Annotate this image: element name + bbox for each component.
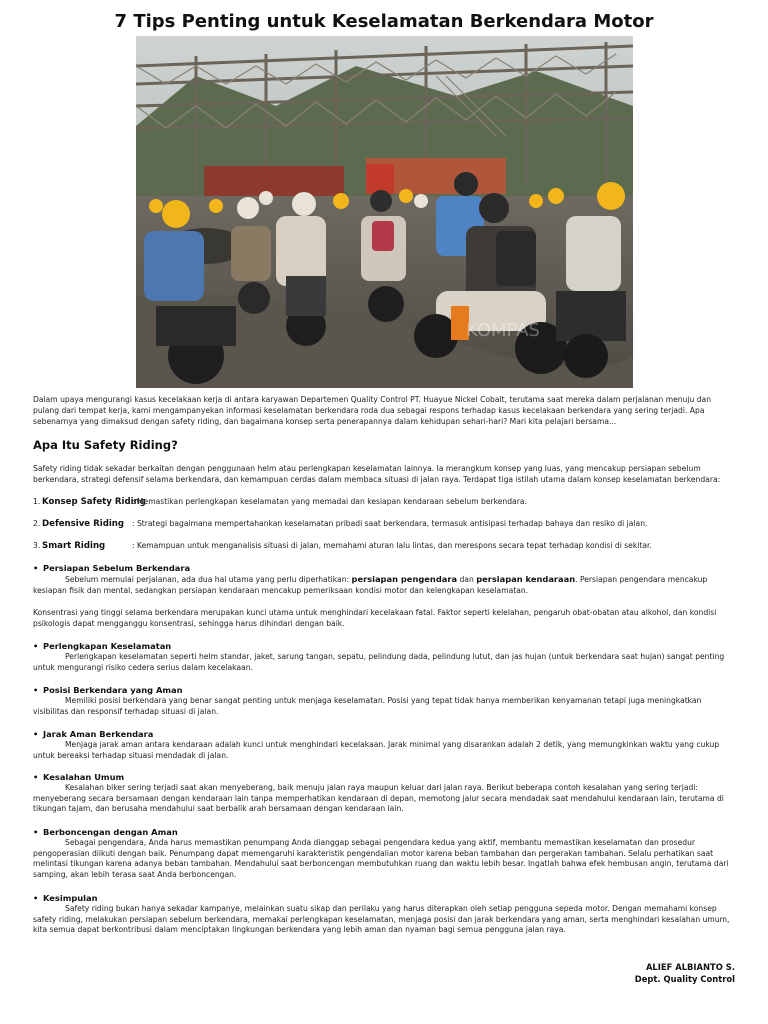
section-title: • Posisi Berkendara yang Aman bbox=[33, 685, 183, 695]
term-number: 2. bbox=[33, 519, 41, 528]
term-number: 1. bbox=[33, 497, 41, 506]
motorcycle-crowd-photo bbox=[136, 36, 633, 388]
term-item-1 bbox=[33, 497, 753, 508]
intro-paragraph: Dalam upaya mengurangi kasus kecelakaan kerja di antara karyawan Departemen Quality Control PT. Huayue Nickel Cobalt, terutama saat mereka dalam perjalanan menuju dan pulang dari tempat kerja, kami mengampanyekan informasi keselamatan berkendara roda dua sebagai respons terhadap kasus kecelakaan berkendara yang sering terjadi. Apa sebenarnya yang dimaksud dengan safety riding, dan bagaimana konsep serta penerapannya dalam kehidupan sehari-hari? Mari kita pelajari bersama... bbox=[33, 395, 712, 426]
term-description: : Memastikan perlengkapan keselamatan yang memadai dan kesiapan kendaraan sebelum berkendara. bbox=[132, 497, 527, 506]
author-name: ALIEF ALBIANTO S. bbox=[645, 962, 735, 972]
section-heading: Apa Itu Safety Riding? bbox=[33, 438, 178, 452]
section-perlengkapan bbox=[33, 641, 737, 673]
term-item-3 bbox=[33, 541, 753, 552]
term-description: : Strategi bagaimana mempertahankan keselamatan pribadi saat berkendara, termasuk antisipasi terhadap bahaya dan resiko di jalan. bbox=[132, 519, 648, 528]
term-label: Konsep Safety Riding bbox=[42, 497, 146, 507]
section-kesalahan bbox=[33, 772, 737, 815]
term-number: 3. bbox=[33, 541, 41, 550]
term-description: : Kemampuan untuk menganalisis situasi di jalan, memahami aturan lalu lintas, dan merespons secara tepat terhadap kondisi di sekitar. bbox=[132, 541, 652, 550]
section-title: • Persiapan Sebelum Berkendara bbox=[33, 563, 191, 573]
section-body: Perlengkapan keselamatan seperti helm standar, jaket, sarung tangan, sepatu, pelindung dada, pelindung lutut, dan jas hujan (untuk berkendara saat hujan) sangat penting untuk mengurangi risiko cedera serius dalam kecelakaan. bbox=[33, 651, 725, 672]
section-title: • Perlengkapan Keselamatan bbox=[33, 641, 172, 651]
section-body: Sebelum memulai perjalanan, ada dua hal utama yang perlu diperhatikan: persiapan pengendara dan persiapan kendaraan. Persiapan pengendara mencakup kesiapan fisik dan mental, sedangkan persiapan kendaraan mencakup pemeriksaan kondisi motor dan kelengkapan keselamatan. bbox=[33, 573, 708, 595]
svg-text:KOMPAS: KOMPAS bbox=[466, 320, 540, 341]
section-berboncengan bbox=[33, 827, 737, 881]
definition-paragraph: Safety riding tidak sekadar berkaitan dengan penggunaan helm atau perlengkapan keselamatan lainnya. Ia merangkum konsep yang luas, yang mencakup persiapan sebelum berkendara, strategi defensif selama berkendara, dan kemampuan cerdas dalam membaca situasi di jalan raya. Terdapat tiga istilah utama dalam konsep keselamatan berkendara: bbox=[33, 464, 721, 484]
page-title: 7 Tips Penting untuk Keselamatan Berkendara Motor bbox=[114, 11, 654, 32]
section-body: Safety riding bukan hanya sekadar kampanye, melainkan suatu sikap dan perilaku yang harus diterapkan oleh setiap pengguna sepeda motor. Dengan memahami konsep safety riding, melakukan persiapan sebelum berkendara, memakai perlengkapan keselamatan, menjaga posisi dan jarak berkendara yang aman, serta menghindari kesalahan umum, kita semua dapat berkontribusi dalam menciptakan lingkungan berkendara yang lebih aman dan nyaman bagi semua pengguna jalan raya. bbox=[33, 903, 730, 935]
section-title: • Kesimpulan bbox=[33, 893, 98, 903]
section-posisi bbox=[33, 685, 737, 717]
author-dept: Dept. Quality Control bbox=[634, 974, 735, 984]
section-title: • Berboncengan dengan Aman bbox=[33, 827, 178, 837]
term-item-2 bbox=[33, 519, 753, 530]
section-body: Menjaga jarak aman antara kendaraan adalah kunci untuk menghindari kecelakaan. Jarak minimal yang disarankan adalah 2 detik, yang memungkinkan waktu yang cukup untuk bereaksi terhadap situasi mendadak di jalan. bbox=[33, 739, 720, 760]
term-label: Smart Riding bbox=[42, 541, 106, 551]
section-jarak bbox=[33, 729, 737, 761]
concentration-paragraph: Konsentrasi yang tinggi selama berkendara merupakan kunci utama untuk menghindari kecelakaan fatal. Faktor seperti kelelahan, pengaruh obat-obatan atau alkohol, dan kondisi psikologis dapat mengganggu konsentrasi, sehingga harus dihindari dengan baik. bbox=[33, 608, 717, 628]
section-title: • Jarak Aman Berkendara bbox=[33, 729, 154, 739]
section-body: Kesalahan biker sering terjadi saat akan menyeberang, baik menuju jalan raya maupun keluar dari jalan raya. Berikut beberapa contoh kesalahan yang sering terjadi: menyeberang secara bersamaan dengan kendaraan lain tanpa memperhatikan kendaraan di depan, memotong jalur secara mendadak saat mendahului kendaraan lain, terutama di tikungan tajam, dan berusaha mendahului saat berbalik arah bersamaan dengan kendaraan lain. bbox=[33, 782, 724, 814]
section-kesimpulan bbox=[33, 893, 737, 936]
section-body: Memiliki posisi berkendara yang benar sangat penting untuk menjaga keselamatan. Posisi yang tepat tidak hanya memberikan kenyamanan tetapi juga meningkatkan visibilitas dan responsif terhadap situasi di jalan. bbox=[33, 695, 702, 716]
section-persiapan bbox=[33, 563, 737, 596]
term-label: Defensive Riding bbox=[42, 519, 125, 529]
signature-block bbox=[635, 961, 735, 985]
section-title: • Kesalahan Umum bbox=[33, 772, 125, 782]
section-body: Sebagai pengendara, Anda harus memastikan penumpang Anda dianggap sebagai pengendara kedua yang aktif, membantu memastikan keselamatan dan prosedur pengoperasian diikuti dengan baik. Penumpang dapat memengaruhi karakteristik pengendalian motor karena beban tambahan dan pergerakan tambahan. Selalu perhatikan saat melintasi tikungan karena adanya beban tambahan. Mendahului saat berboncengan membutuhkan ruang dan waktu lebih besar. Ingatlah bahwa efek hembusan angin, terutama dari samping, akan lebih terasa saat Anda berboncengan. bbox=[33, 837, 729, 880]
